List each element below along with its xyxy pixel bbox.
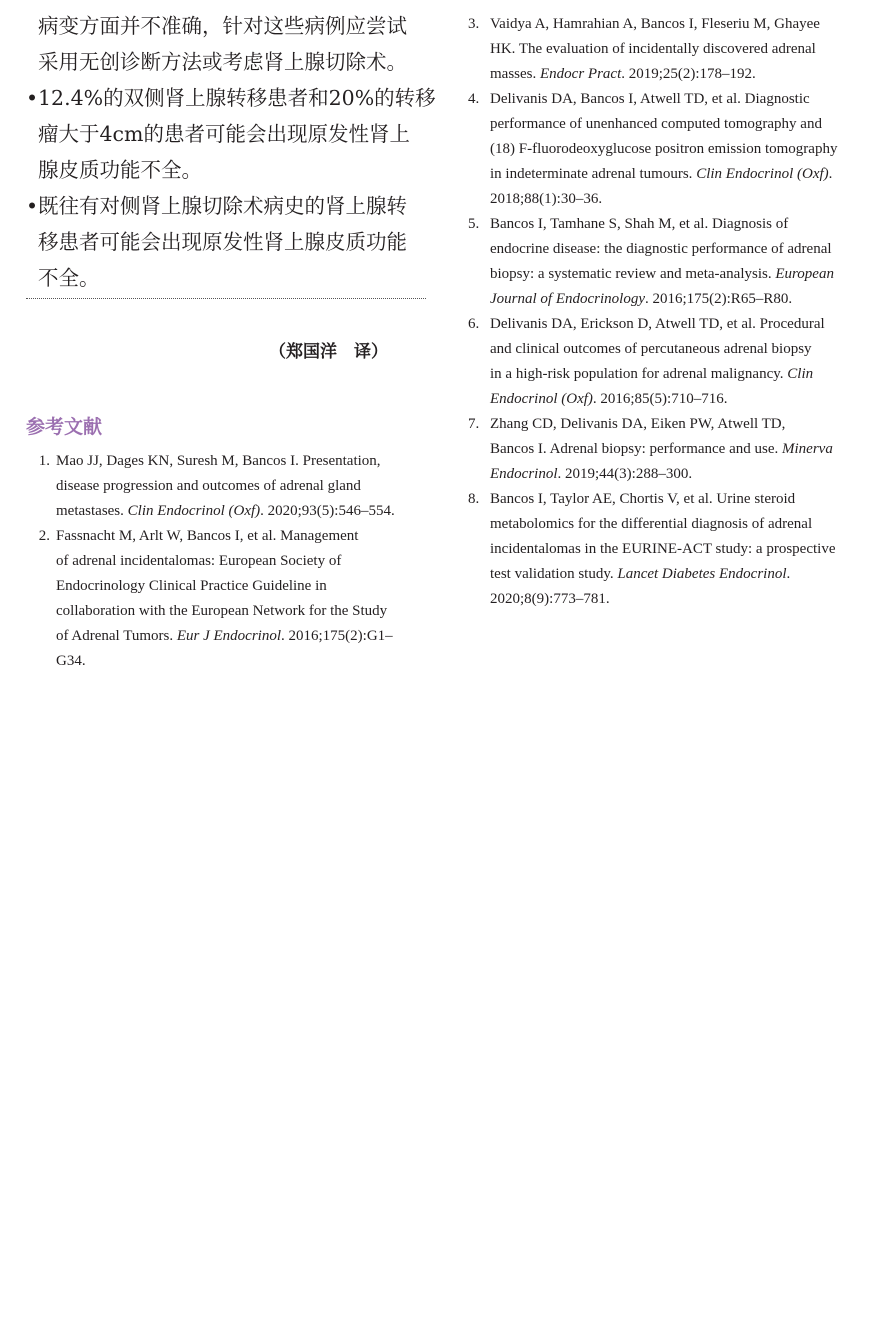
reference-text: . 2016;85(5):710–716. xyxy=(592,391,728,407)
reference-line xyxy=(490,462,864,487)
reference-text: . 2016;175(2):R65–R80. xyxy=(644,291,793,307)
reference-line xyxy=(490,312,864,337)
reference-text: . 2020;93(5):546–554. xyxy=(260,503,395,519)
reference-text: masses. xyxy=(490,66,540,82)
reference-text: disease progression and outcomes of adrenal gland xyxy=(56,478,361,494)
journal-name: European xyxy=(775,266,834,282)
reference-text: and clinical outcomes of percutaneous adrenal biopsy xyxy=(490,341,812,357)
reference-line xyxy=(490,387,864,412)
dotted-divider xyxy=(26,298,426,299)
reference-text: metabolomics for the differential diagnosis of adrenal xyxy=(490,516,813,532)
reference-line xyxy=(490,12,864,37)
text-line: 既往有对侧肾上腺切除术病史的肾上腺转 xyxy=(38,194,407,218)
reference-text: Bancos I. Adrenal biopsy: performance and use. xyxy=(490,441,782,457)
text-line: 12.4%的双侧肾上腺转移患者和20%的转移 xyxy=(38,86,436,110)
reference-item xyxy=(468,412,864,487)
reference-line xyxy=(56,649,428,674)
reference-line xyxy=(490,287,864,312)
text-line: 采用无创诊断方法或考虑肾上腺切除术。 xyxy=(38,50,407,74)
reference-line xyxy=(490,487,864,512)
journal-name: Lancet Diabetes Endocrinol xyxy=(617,566,787,582)
journal-name: Endocr Pract xyxy=(540,66,622,82)
reference-number: 6. xyxy=(468,316,480,332)
journal-name: Clin Endocrinol (Oxf) xyxy=(696,166,829,182)
reference-line xyxy=(490,262,864,287)
reference-text: biopsy: a systematic review and meta-analysis. xyxy=(490,266,776,282)
journal-name: Endocrinol (Oxf) xyxy=(490,391,593,407)
journal-name: Endocrinol xyxy=(490,466,558,482)
reference-line xyxy=(490,137,864,162)
reference-line xyxy=(56,449,428,474)
reference-line xyxy=(490,237,864,262)
journal-name: Journal of Endocrinology xyxy=(490,291,645,307)
reference-text: Endocrinology Clinical Practice Guideline in xyxy=(56,578,327,594)
reference-item xyxy=(468,312,864,412)
reference-line xyxy=(490,562,864,587)
bullet-item xyxy=(26,188,428,296)
reference-text: Fassnacht M, Arlt W, Bancos I, et al. Management xyxy=(56,528,359,544)
continuation-paragraph xyxy=(26,8,428,80)
journal-name: Clin xyxy=(787,366,814,382)
reference-text: Bancos I, Tamhane S, Shah M, et al. Diagnosis of xyxy=(490,216,789,232)
reference-line xyxy=(490,112,864,137)
reference-line xyxy=(56,599,428,624)
reference-line xyxy=(56,549,428,574)
reference-number: 8. xyxy=(468,491,480,507)
reference-line xyxy=(490,187,864,212)
reference-text: . 2016;175(2):G1– xyxy=(281,628,393,644)
reference-text: in indeterminate adrenal tumours. xyxy=(490,166,697,182)
reference-text: test validation study. xyxy=(490,566,618,582)
reference-text: HK. The evaluation of incidentally discovered adrenal xyxy=(490,41,816,57)
right-column xyxy=(468,12,864,612)
reference-text: of adrenal incidentalomas: European Society of xyxy=(56,553,342,569)
reference-item xyxy=(26,524,428,674)
reference-line xyxy=(490,362,864,387)
reference-text: Vaidya A, Hamrahian A, Bancos I, Fleseriu M, Ghayee xyxy=(490,16,820,32)
reference-line xyxy=(490,587,864,612)
reference-text: . xyxy=(828,166,833,182)
reference-item xyxy=(468,212,864,312)
reference-text: Delivanis DA, Bancos I, Atwell TD, et al. Diagnostic xyxy=(490,91,810,107)
reference-text: G34. xyxy=(56,653,86,669)
reference-text: Bancos I, Taylor AE, Chortis V, et al. Urine steroid xyxy=(490,491,796,507)
journal-name: Clin Endocrinol (Oxf) xyxy=(127,503,261,519)
text-line: 移患者可能会出现原发性肾上腺皮质功能 xyxy=(38,230,407,254)
reference-line xyxy=(56,499,428,524)
text-line: 不全。 xyxy=(38,266,100,290)
text-line: 瘤大于4cm的患者可能会出现原发性肾上 xyxy=(38,122,410,146)
bullet-marker: • xyxy=(26,86,39,110)
reference-text: in a high-risk population for adrenal malignancy. xyxy=(490,366,788,382)
reference-line xyxy=(490,412,864,437)
reference-item xyxy=(26,449,428,524)
reference-line xyxy=(490,162,864,187)
references-heading: 参考文献 xyxy=(26,416,103,438)
text-line: 病变方面并不准确，针对这些病例应尝试 xyxy=(38,14,407,38)
reference-line xyxy=(56,474,428,499)
reference-number: 4. xyxy=(468,91,480,107)
reference-number: 5. xyxy=(468,216,480,232)
reference-text: 2018;88(1):30–36. xyxy=(490,191,603,207)
reference-text: Zhang CD, Delivanis DA, Eiken PW, Atwell TD, xyxy=(490,416,786,432)
reference-line xyxy=(490,62,864,87)
journal-name: Eur J Endocrinol xyxy=(176,628,281,644)
reference-line xyxy=(56,524,428,549)
reference-text: Mao JJ, Dages KN, Suresh M, Bancos I. Presentation, xyxy=(56,453,381,469)
text-line: 腺皮质功能不全。 xyxy=(38,158,202,182)
reference-line xyxy=(490,537,864,562)
translator-credit: （郑国洋 译） xyxy=(269,342,388,362)
reference-text: . xyxy=(786,566,791,582)
reference-number: 7. xyxy=(468,416,480,432)
reference-number: 3. xyxy=(468,16,480,32)
reference-line xyxy=(490,337,864,362)
reference-text: (18) F-fluorodeoxyglucose positron emission tomography xyxy=(490,141,838,157)
reference-line xyxy=(490,437,864,462)
reference-text: of Adrenal Tumors. xyxy=(56,628,177,644)
reference-list-left xyxy=(26,449,428,674)
reference-text: Delivanis DA, Erickson D, Atwell TD, et al. Procedural xyxy=(490,316,825,332)
reference-text: . 2019;44(3):288–300. xyxy=(557,466,693,482)
reference-line xyxy=(490,87,864,112)
reference-line xyxy=(56,624,428,649)
reference-text: collaboration with the European Network for the Study xyxy=(56,603,388,619)
reference-text: 2020;8(9):773–781. xyxy=(490,591,610,607)
reference-item xyxy=(468,12,864,87)
bullet-marker: • xyxy=(26,194,39,218)
reference-text: . 2019;25(2):178–192. xyxy=(621,66,756,82)
reference-item xyxy=(468,487,864,612)
reference-text: incidentalomas in the EURINE-ACT study: a prospective xyxy=(490,541,836,557)
reference-number: 1. xyxy=(38,453,50,469)
reference-number: 2. xyxy=(38,528,50,544)
journal-name: Minerva xyxy=(782,441,833,457)
reference-text: endocrine disease: the diagnostic performance of adrenal xyxy=(490,241,832,257)
bullet-item xyxy=(26,80,436,188)
reference-line xyxy=(490,37,864,62)
reference-line xyxy=(490,512,864,537)
reference-text: metastases. xyxy=(56,503,128,519)
reference-line xyxy=(56,574,428,599)
reference-line xyxy=(490,212,864,237)
reference-list-right xyxy=(468,12,864,612)
left-column xyxy=(26,8,436,674)
reference-text: performance of unenhanced computed tomography and xyxy=(490,116,822,132)
reference-item xyxy=(468,87,864,212)
